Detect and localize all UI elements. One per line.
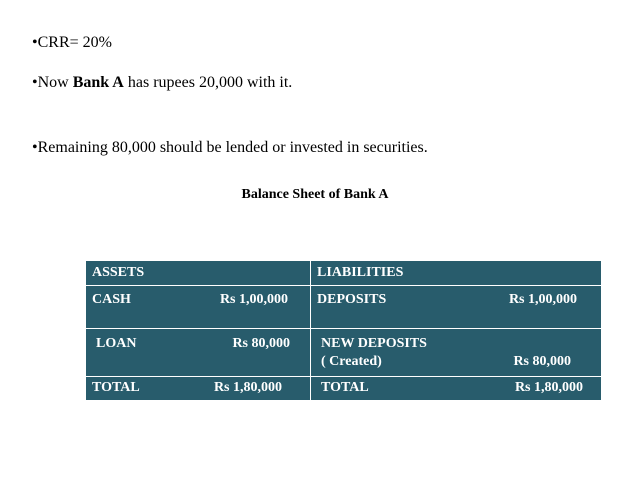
bullet-bank-a-holdings — [32, 73, 292, 93]
balance-sheet-table — [86, 261, 601, 400]
table-caption-text: Balance Sheet of Bank A — [241, 187, 389, 202]
asset-value-total: Rs 1,80,000 — [213, 380, 282, 395]
table-row-loan-assets — [86, 329, 310, 376]
liability-value-new-deposits: Rs 80,000 — [513, 354, 571, 369]
bank-name: Bank A — [72, 74, 124, 91]
asset-label-cash: CASH — [92, 292, 131, 307]
liability-label-new-deposits: NEW DEPOSITS — [321, 336, 427, 351]
liability-label-deposits: DEPOSITS — [317, 292, 387, 307]
liability-label-total: TOTAL — [321, 380, 369, 395]
bullet-crr: •CRR= 20% — [32, 34, 112, 51]
bullet-now-suffix: has rupees 20,000 with it. — [123, 74, 293, 91]
table-row-total-assets — [86, 377, 310, 400]
header-assets-cell — [86, 261, 310, 285]
table-row-cash-assets — [86, 286, 310, 328]
liability-label-created: ( Created) — [321, 354, 382, 369]
bullet-now-prefix: •Now — [32, 74, 73, 91]
bullet-remaining: •Remaining 80,000 should be lended or invested in securities. — [32, 139, 428, 156]
header-assets: ASSETS — [92, 265, 145, 280]
table-row-total-liabilities — [311, 377, 601, 400]
liability-value-deposits: Rs 1,00,000 — [508, 292, 577, 307]
table-caption — [0, 186, 638, 204]
table-row-deposits-liabilities — [311, 286, 601, 328]
liability-value-total: Rs 1,80,000 — [514, 380, 583, 395]
header-liabilities: LIABILITIES — [317, 265, 404, 280]
asset-value-cash: Rs 1,00,000 — [219, 292, 288, 307]
asset-label-loan: LOAN — [96, 336, 137, 351]
table-row-new-deposits-liabilities — [311, 329, 601, 376]
asset-label-total: TOTAL — [92, 380, 140, 395]
header-liabilities-cell — [311, 261, 601, 285]
asset-value-loan: Rs 80,000 — [232, 336, 290, 351]
